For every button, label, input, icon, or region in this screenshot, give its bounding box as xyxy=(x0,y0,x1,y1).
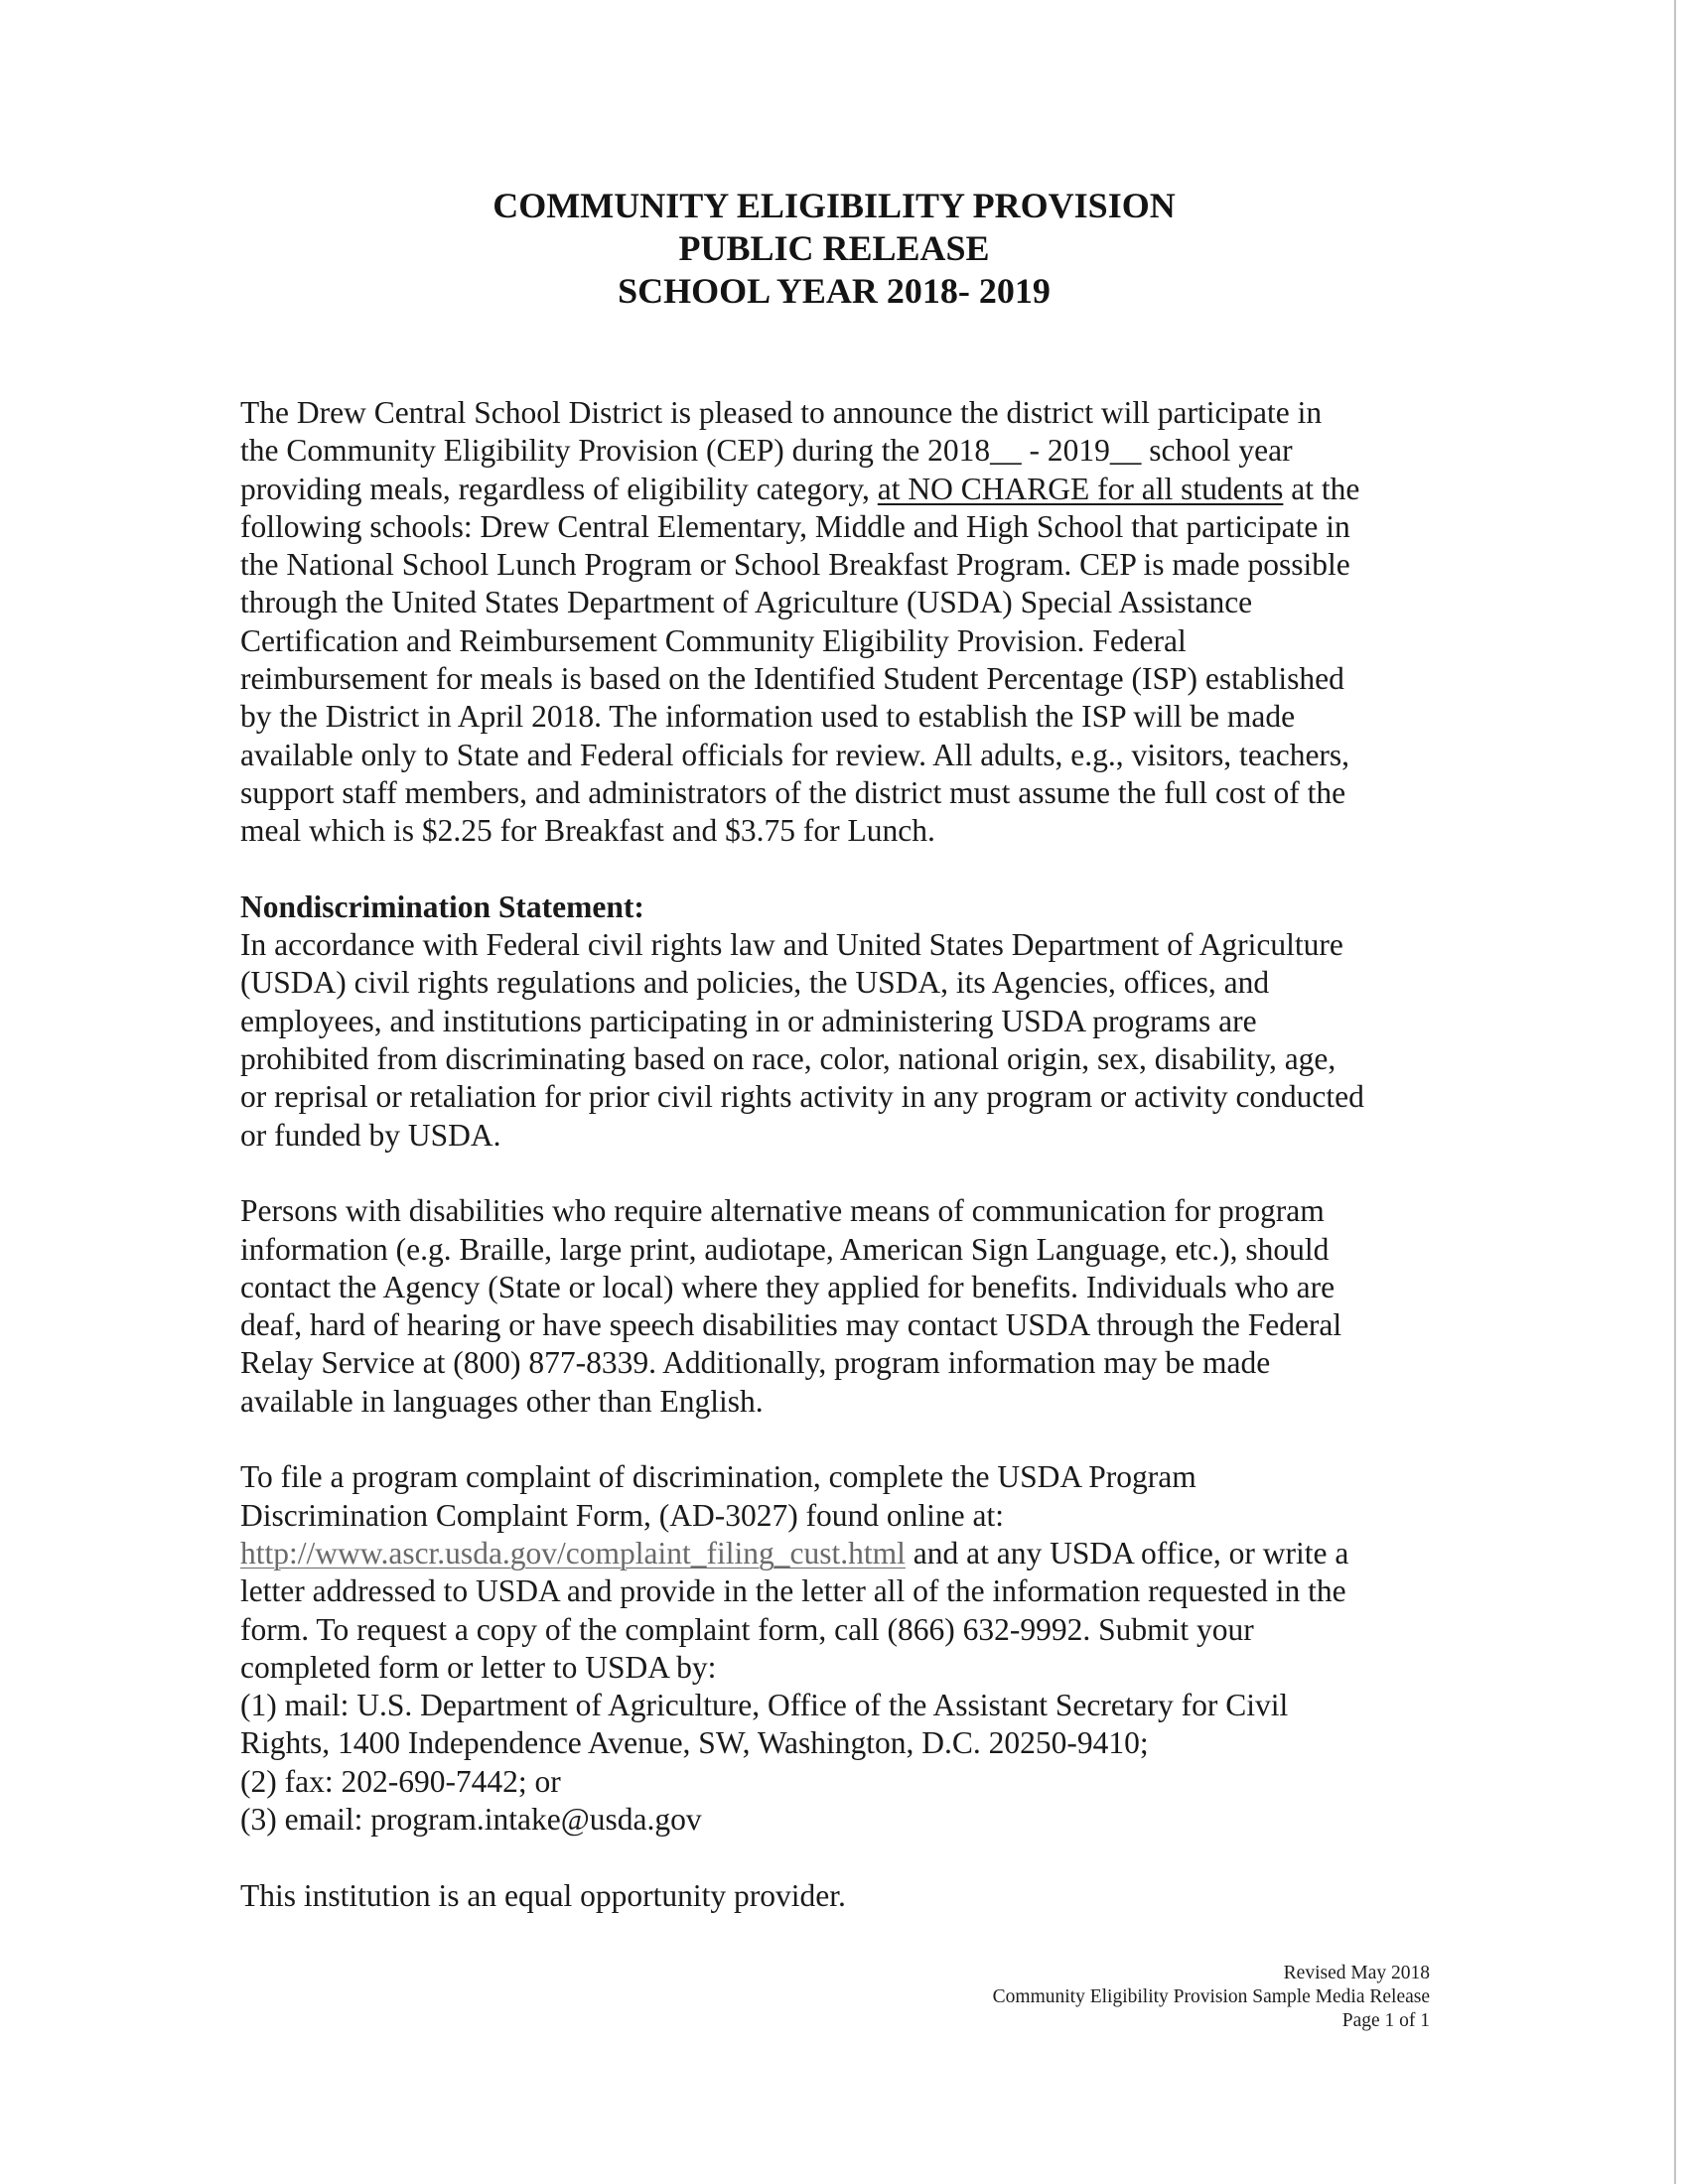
text-line: or reprisal or retaliation for prior civil rights activity in any program or activity conducted xyxy=(240,1079,1364,1115)
title-line-1: COMMUNITY ELIGIBILITY PROVISION xyxy=(492,186,1176,225)
email-address: program.intake@usda.gov xyxy=(370,1801,702,1837)
no-charge-emphasis: at NO CHARGE for all students xyxy=(877,471,1284,506)
text-line: To file a program complaint of discrimination, complete the USDA Program xyxy=(240,1459,1196,1495)
text-line: Persons with disabilities who require alternative means of communication for program xyxy=(240,1193,1325,1229)
text-span: providing meals, regardless of eligibility category, xyxy=(240,471,878,506)
text-line: available in languages other than English. xyxy=(240,1383,764,1419)
page-footer xyxy=(993,1962,1430,2033)
paragraph-gap xyxy=(240,1839,1462,1876)
text-line: Discrimination Complaint Form, (AD-3027) found online at: xyxy=(240,1497,1005,1533)
text-line: letter addressed to USDA and provide in the letter all of the information requested in the xyxy=(240,1573,1346,1609)
text-span: (3) email: xyxy=(240,1801,371,1837)
page-number: Page 1 of 1 xyxy=(1341,2010,1430,2031)
paragraph-gap xyxy=(240,851,1462,888)
text-line: reimbursement for meals is based on the Identified Student Percentage (ISP) established xyxy=(240,661,1344,697)
text-line: In accordance with Federal civil rights law and United States Department of Agriculture xyxy=(240,927,1343,963)
text-line xyxy=(240,471,1462,508)
text-line: deaf, hard of hearing or have speech disabilities may contact USDA through the Federal xyxy=(240,1307,1342,1343)
email-instruction xyxy=(240,1801,1462,1839)
nondiscrimination-heading: Nondiscrimination Statement: xyxy=(240,888,644,924)
text-line: employees, and institutions participating in or administering USDA programs are xyxy=(240,1003,1257,1038)
text-span: and at any USDA office, or write a xyxy=(905,1535,1349,1570)
text-span: at the xyxy=(1283,471,1360,506)
nondiscrimination-section xyxy=(240,888,1462,1915)
text-line: completed form or letter to USDA by: xyxy=(240,1649,717,1685)
text-line: Certification and Reimbursement Community Eligibility Provision. Federal xyxy=(240,622,1187,658)
text-line: prohibited from discriminating based on race, color, national origin, sex, disability, age, xyxy=(240,1041,1336,1077)
text-line: by the District in April 2018. The information used to establish the ISP will be made xyxy=(240,699,1296,735)
title-line-2: PUBLIC RELEASE xyxy=(678,228,990,268)
document-name: Community Eligibility Provision Sample Media Release xyxy=(992,1986,1430,2007)
text-line: form. To request a copy of the complaint form, call (866) 632-9992. Submit your xyxy=(240,1611,1254,1647)
mail-instruction: (1) mail: U.S. Department of Agriculture, Office of the Assistant Secretary for Civil xyxy=(240,1688,1289,1723)
document-title xyxy=(0,185,1668,313)
text-line: Relay Service at (800) 877-8339. Additionally, program information may be made xyxy=(240,1345,1271,1381)
document-body xyxy=(240,394,1462,1915)
paragraph-gap xyxy=(240,1155,1462,1192)
equal-opportunity-statement: This institution is an equal opportunity provider. xyxy=(240,1877,846,1913)
intro-paragraph xyxy=(240,394,1462,851)
text-line: or funded by USDA. xyxy=(240,1117,501,1153)
scan-edge-line xyxy=(1674,0,1676,2184)
text-line: (USDA) civil rights regulations and policies, the USDA, its Agencies, offices, and xyxy=(240,965,1270,1001)
complaint-form-link[interactable]: http://www.ascr.usda.gov/complaint_filing_cust.html xyxy=(240,1535,906,1570)
text-line: contact the Agency (State or local) where they applied for benefits. Individuals who are xyxy=(240,1269,1336,1304)
text-line: The Drew Central School District is pleased to announce the district will participate in xyxy=(240,395,1323,430)
text-line: meal which is $2.25 for Breakfast and $3.75 for Lunch. xyxy=(240,813,935,849)
text-line: through the United States Department of Agriculture (USDA) Special Assistance xyxy=(240,585,1253,620)
text-line xyxy=(240,1535,1462,1572)
fax-instruction: (2) fax: 202-690-7442; or xyxy=(240,1763,561,1799)
text-line: following schools: Drew Central Elementary, Middle and High School that participate in xyxy=(240,508,1350,544)
paragraph-gap xyxy=(240,1421,1462,1458)
title-line-3: SCHOOL YEAR 2018- 2019 xyxy=(618,271,1051,311)
text-line: the Community Eligibility Provision (CEP) during the 2018__ - 2019__ school year xyxy=(240,433,1293,469)
text-line: available only to State and Federal officials for review. All adults, e.g., visitors, teachers, xyxy=(240,737,1350,772)
mail-address: Rights, 1400 Independence Avenue, SW, Washington, D.C. 20250-9410; xyxy=(240,1725,1149,1761)
text-line: support staff members, and administrators of the district must assume the full cost of the xyxy=(240,774,1346,810)
text-line: information (e.g. Braille, large print, audiotape, American Sign Language, etc.), should xyxy=(240,1231,1330,1267)
revision-date: Revised May 2018 xyxy=(1283,1963,1430,1983)
text-line: the National School Lunch Program or School Breakfast Program. CEP is made possible xyxy=(240,547,1350,583)
